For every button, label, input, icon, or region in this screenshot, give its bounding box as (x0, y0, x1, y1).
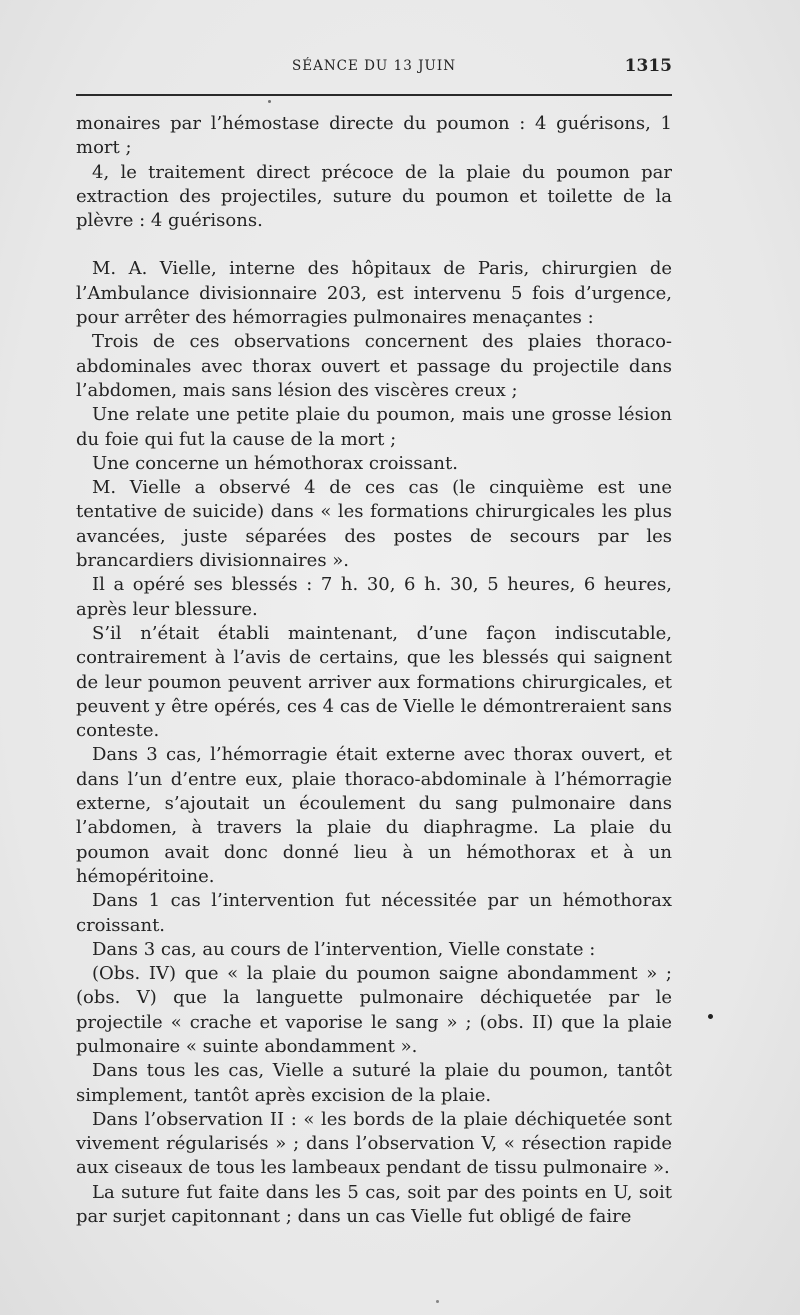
paragraph: Dans 3 cas, au cours de l’intervention, Vielle constate : (92, 938, 596, 960)
paragraph: Une concerne un hémothorax croissant. (92, 452, 458, 474)
paragraph: La suture fut faite dans les 5 cas, soit par des points en U, soit par surjet capitonnant ; dans un cas Vielle fut obligé de faire (76, 1181, 672, 1228)
paragraph: Dans l’observation II : « les bords de la plaie déchiquetée sont vivement régularisés » ; dans l’observation V, « résection rapide aux ciseaux de tous les lambeaux pendant de tissu pulmonaire ». (76, 1108, 672, 1179)
paragraph: (Obs. IV) que « la plaie du poumon saigne abondamment » ; (obs. V) que la languette pulmonaire déchiquetée par le projectile « crache et vaporise le sang » ; (obs. II) que la plaie pulmonaire « suinte abondamment ». (76, 963, 672, 1057)
paragraph: M. A. Vielle, interne des hôpitaux de Paris, chirurgien de l’Ambulance divisionnaire 203, est intervenu 5 fois d’urgence, pour arrêter des hémorragies pulmonaires menaçantes : (76, 258, 672, 329)
paragraph: Dans 3 cas, l’hémorragie était externe avec thorax ouvert, et dans l’un d’entre eux, plaie thoraco-abdominale à l’hémorragie externe, s’ajoutait un écoulement du sang pulmonaire dans l’abdomen, à travers la plaie du diaphragme. La plaie du poumon avait donc donné lieu à un hémothorax et à un hémopéritoine. (76, 744, 672, 887)
paragraph: Une relate une petite plaie du poumon, mais une grosse lésion du foie qui fut la cause de la mort ; (76, 404, 672, 450)
paragraph: Dans 1 cas l’intervention fut nécessitée par un hémothorax croissant. (76, 890, 672, 936)
paragraph: monaires par l’hémostase directe du poumon : 4 guérisons, 1 mort ; (76, 113, 672, 159)
paragraph: M. Vielle a observé 4 de ces cas (le cinquième est une tentative de suicide) dans « les formations chirurgicales les plus avancées, juste séparées des postes de secours par les brancardiers divisionnaires ». (76, 477, 672, 572)
page-header (76, 56, 672, 84)
running-head: SÉANCE DU 13 JUIN (291, 58, 457, 74)
paragraph: Trois de ces observations concernent des plaies thoraco-abdominales avec thorax ouvert et passage du projectile dans l’abdomen, mais sans lésion des viscères creux ; (76, 331, 672, 401)
paragraph: Il a opéré ses blessés : 7 h. 30, 6 h. 30, 5 heures, 6 heures, après leur blessure. (76, 574, 672, 620)
paragraph: Dans tous les cas, Vielle a suturé la plaie du poumon, tantôt simplement, tantôt après excision de la plaie. (76, 1060, 672, 1106)
header-rule (76, 94, 672, 96)
ink-speck (436, 1300, 439, 1303)
ink-speck (708, 1014, 713, 1019)
page-number: 1315 (624, 56, 672, 76)
paragraph: S’il n’était établi maintenant, d’une façon indiscutable, contrairement à l’avis de certains, que les blessés qui saignent de leur poumon peuvent arriver aux formations chirurgicales, et peuvent y être opérés, ces 4 cas de Vielle le démontreraient sans conteste. (76, 622, 672, 742)
paragraph: 4, le traitement direct précoce de la plaie du poumon par extraction des projectiles, suture du poumon et toilette de la plèvre : 4 guérisons. (76, 161, 672, 232)
ink-speck (268, 100, 271, 103)
body-text (76, 112, 672, 1229)
